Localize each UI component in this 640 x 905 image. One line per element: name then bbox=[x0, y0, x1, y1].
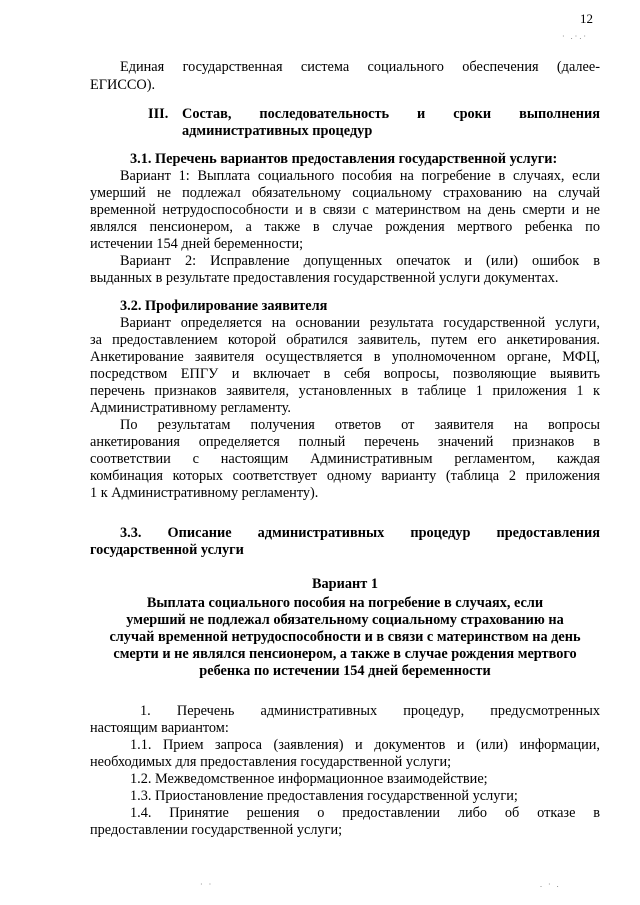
paragraph-line: выданных в результате предоставления государственной услуги документах. bbox=[90, 270, 559, 286]
variant-title: Вариант 1 bbox=[311, 576, 378, 592]
paragraph-line: Вариант 1: Выплата социального пособия на погребение в случаях, если bbox=[120, 168, 600, 184]
intro-line: Единая государственная система социального обеспечения (далее- bbox=[120, 59, 600, 75]
scan-speck: . · . bbox=[540, 880, 561, 889]
variant-subtitle-line: смерти и не являлся пенсионером, а также в случае рождения мертвого bbox=[113, 646, 577, 662]
paragraph-line: анкетирования определяется полный перечень значений признаков в bbox=[90, 434, 600, 450]
paragraph-line: Вариант определяется на основании результата государственной услуги, bbox=[120, 315, 600, 331]
subsection-heading: 3.2. Профилирование заявителя bbox=[120, 298, 328, 314]
list-item: 1.3. Приостановление предоставления государственной услуги; bbox=[130, 788, 518, 804]
list-item: настоящим вариантом: bbox=[90, 720, 229, 736]
variant-subtitle-line: случай временной нетрудоспособности и в связи с материнством на день bbox=[109, 629, 581, 645]
variant-subtitle-line: умерший не подлежал обязательному социальному страхованию на bbox=[126, 612, 564, 628]
paragraph-line: Вариант 2: Исправление допущенных опечаток и (или) ошибок в bbox=[120, 253, 600, 269]
paragraph-line: Административному регламенту. bbox=[90, 400, 291, 416]
list-item: 1.1. Прием запроса (заявления) и документов и (или) информации, bbox=[130, 737, 600, 753]
subsection-heading: 3.1. Перечень вариантов предоставления государственной услуги: bbox=[130, 151, 558, 167]
list-item: 1.2. Межведомственное информационное взаимодействие; bbox=[130, 771, 488, 787]
paragraph-line: за предоставлением которой обратился заявитель, путем его анкетирования. bbox=[90, 332, 600, 348]
scan-speck: · .·.· bbox=[562, 32, 588, 41]
list-item: 1. Перечень административных процедур, предусмотренных bbox=[140, 703, 600, 719]
subsection-heading: государственной услуги bbox=[90, 542, 244, 558]
paragraph-line: умерший не подлежал обязательному социальному страхованию на случай bbox=[90, 185, 600, 201]
list-item: предоставлении государственной услуги; bbox=[90, 822, 343, 838]
variant-subtitle-line: ребенка по истечении 154 дней беременности bbox=[199, 663, 491, 679]
section-title: административных процедур bbox=[182, 123, 373, 139]
paragraph-line: 1 к Административному регламенту). bbox=[90, 485, 319, 501]
paragraph-line: посредством ЕПГУ и включает в себя вопросы, позволяющие выявить bbox=[90, 366, 600, 382]
page-number: 12 bbox=[580, 11, 593, 26]
paragraph-line: соответствии с настоящим Административным регламентом, каждая bbox=[90, 451, 600, 467]
paragraph-line: комбинация которых соответствует одному варианту (таблица 2 приложения bbox=[90, 468, 600, 484]
paragraph-line: перечень признаков заявителя, установленных в таблице 1 приложения 1 к bbox=[90, 383, 600, 399]
paragraph-line: временной нетрудоспособности и в связи с материнством на день смерти и не bbox=[90, 202, 600, 218]
paragraph-line: истечении 154 дней беременности; bbox=[90, 236, 304, 252]
section-number: III. bbox=[148, 106, 169, 122]
list-item: необходимых для предоставления государственной услуги; bbox=[90, 754, 452, 770]
variant-subtitle-line: Выплата социального пособия на погребение в случаях, если bbox=[146, 595, 544, 611]
subsection-heading: 3.3. Описание административных процедур предоставления bbox=[120, 525, 600, 541]
list-item: 1.4. Принятие решения о предоставлении либо об отказе в bbox=[130, 805, 600, 821]
paragraph-line: Анкетирование заявителя осуществляется в уполномоченном органе, МФЦ, bbox=[90, 349, 600, 365]
scan-speck: · · bbox=[200, 880, 214, 889]
section-title: Состав, последовательность и сроки выполнения bbox=[182, 106, 600, 122]
paragraph-line: По результатам получения ответов от заявителя на вопросы bbox=[120, 417, 600, 433]
paragraph-line: являлся пенсионером, а также в случае рождения мертвого ребенка по bbox=[90, 219, 600, 235]
intro-line: ЕГИССО). bbox=[90, 77, 156, 93]
